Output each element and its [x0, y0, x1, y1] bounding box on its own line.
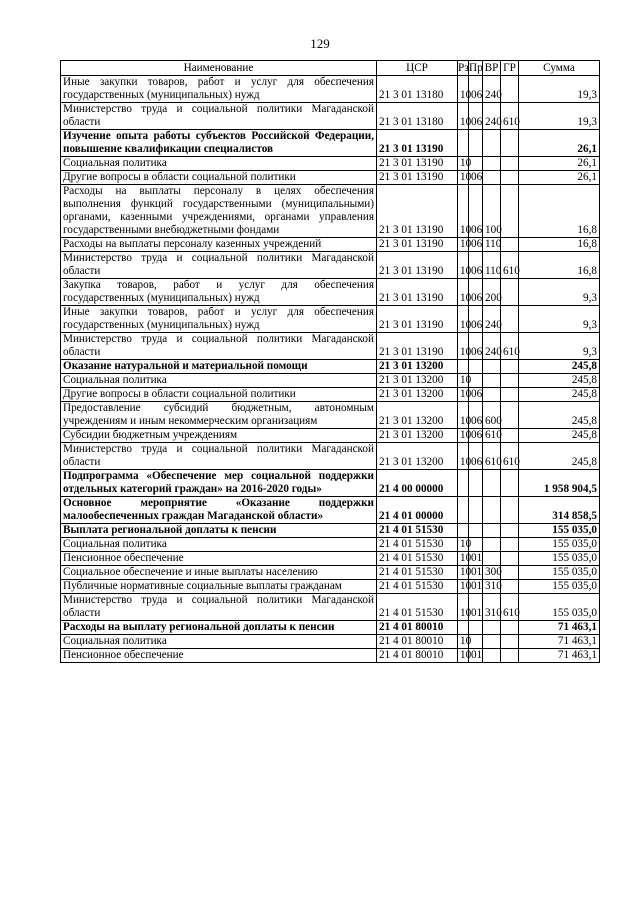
- cell-name: Иные закупки товаров, работ и услуг для обеспечения государственных (муниципальных) нужд: [61, 306, 377, 333]
- cell-rz: 10: [458, 374, 469, 388]
- cell-pr: [469, 524, 483, 538]
- cell-rz: 10: [458, 238, 469, 252]
- cell-pr: 06: [469, 402, 483, 429]
- cell-pr: 06: [469, 429, 483, 443]
- cell-csr: 21 3 01 13190: [377, 279, 458, 306]
- cell-name: Пенсионное обеспечение: [61, 552, 377, 566]
- cell-gr: [501, 649, 519, 663]
- cell-sum: 155 035,0: [519, 580, 600, 594]
- cell-gr: [501, 306, 519, 333]
- cell-csr: 21 4 01 51530: [377, 566, 458, 580]
- cell-name: Министерство труда и социальной политики Магаданской области: [61, 252, 377, 279]
- cell-rz: 10: [458, 306, 469, 333]
- cell-gr: [501, 566, 519, 580]
- cell-name: Иные закупки товаров, работ и услуг для обеспечения государственных (муниципальных) нужд: [61, 76, 377, 103]
- cell-csr: 21 3 01 13200: [377, 360, 458, 374]
- table-row: [61, 157, 600, 171]
- cell-pr: [469, 360, 483, 374]
- cell-sum: 9,3: [519, 333, 600, 360]
- table-row: [61, 185, 600, 238]
- cell-vr: 110: [483, 238, 501, 252]
- cell-gr: [501, 429, 519, 443]
- cell-pr: 06: [469, 238, 483, 252]
- table-row: [61, 443, 600, 470]
- header-pr: Пр: [469, 61, 483, 74]
- table-row: [61, 279, 600, 306]
- cell-vr: 240: [483, 76, 501, 103]
- cell-name: Пенсионное обеспечение: [61, 649, 377, 663]
- cell-sum: 245,8: [519, 402, 600, 429]
- cell-rz: 10: [458, 388, 469, 402]
- cell-csr: 21 3 01 13190: [377, 185, 458, 238]
- cell-sum: 9,3: [519, 306, 600, 333]
- cell-gr: [501, 279, 519, 306]
- cell-rz: 10: [458, 185, 469, 238]
- cell-csr: 21 3 01 13190: [377, 252, 458, 279]
- table-row: [61, 374, 600, 388]
- cell-gr: [501, 360, 519, 374]
- cell-name: Социальная политика: [61, 538, 377, 552]
- cell-vr: 200: [483, 279, 501, 306]
- page-number: 129: [310, 36, 330, 51]
- cell-rz: 10: [458, 538, 469, 552]
- cell-vr: [483, 171, 501, 185]
- cell-sum: 245,8: [519, 360, 600, 374]
- cell-pr: 06: [469, 279, 483, 306]
- cell-name: Министерство труда и социальной политики Магаданской области: [61, 103, 377, 130]
- cell-vr: [483, 157, 501, 171]
- cell-gr: 610: [501, 103, 519, 130]
- cell-name: Министерство труда и социальной политики Магаданской области: [61, 443, 377, 470]
- cell-vr: [483, 649, 501, 663]
- cell-vr: 240: [483, 103, 501, 130]
- cell-vr: [483, 470, 501, 497]
- cell-vr: [483, 388, 501, 402]
- cell-csr: 21 4 01 51530: [377, 580, 458, 594]
- cell-csr: 21 3 01 13190: [377, 333, 458, 360]
- cell-gr: [501, 538, 519, 552]
- header-vr: ВР: [483, 61, 501, 76]
- cell-pr: 06: [469, 185, 483, 238]
- cell-rz: [458, 621, 469, 635]
- cell-gr: [501, 185, 519, 238]
- table-row: [61, 171, 600, 185]
- cell-pr: 01: [469, 594, 483, 621]
- cell-pr: 06: [469, 333, 483, 360]
- cell-rz: 10: [458, 333, 469, 360]
- cell-vr: [483, 497, 501, 524]
- cell-gr: 610: [501, 594, 519, 621]
- cell-name: Оказание натуральной и материальной помощи: [61, 360, 377, 374]
- cell-name: Министерство труда и социальной политики Магаданской области: [61, 594, 377, 621]
- table-row: [61, 238, 600, 252]
- cell-rz: 10: [458, 552, 469, 566]
- cell-csr: 21 4 00 00000: [377, 470, 458, 497]
- cell-gr: [501, 402, 519, 429]
- cell-sum: 155 035,0: [519, 524, 600, 538]
- cell-name: Изучение опыта работы субъектов Российской Федерации, повышение квалификации специалистов: [61, 130, 377, 157]
- cell-pr: [469, 497, 483, 524]
- cell-gr: [501, 388, 519, 402]
- cell-gr: [501, 524, 519, 538]
- cell-name: Основное мероприятие «Оказание поддержки малообеспеченных граждан Магаданской области»: [61, 497, 377, 524]
- cell-vr: 610: [483, 429, 501, 443]
- cell-name: Социальная политика: [61, 157, 377, 171]
- cell-name: Закупка товаров, работ и услуг для обеспечения государственных (муниципальных) нужд: [61, 279, 377, 306]
- cell-csr: 21 3 01 13190: [377, 171, 458, 185]
- table-row: [61, 429, 600, 443]
- cell-name: Расходы на выплату региональной доплаты к пенсии: [61, 621, 377, 635]
- cell-sum: 71 463,1: [519, 621, 600, 635]
- cell-sum: 26,1: [519, 171, 600, 185]
- cell-sum: 245,8: [519, 374, 600, 388]
- cell-vr: [483, 538, 501, 552]
- cell-vr: 310: [483, 594, 501, 621]
- cell-rz: [458, 497, 469, 524]
- cell-gr: [501, 238, 519, 252]
- table-row: [61, 552, 600, 566]
- cell-gr: [501, 552, 519, 566]
- cell-name: Другие вопросы в области социальной политики: [61, 171, 377, 185]
- cell-gr: [501, 171, 519, 185]
- cell-pr: 06: [469, 306, 483, 333]
- cell-sum: 16,8: [519, 185, 600, 238]
- cell-csr: 21 3 01 13180: [377, 103, 458, 130]
- cell-csr: 21 3 01 13200: [377, 429, 458, 443]
- cell-pr: 06: [469, 171, 483, 185]
- cell-sum: 155 035,0: [519, 538, 600, 552]
- table-row: [61, 524, 600, 538]
- cell-sum: 16,8: [519, 238, 600, 252]
- cell-pr: 01: [469, 566, 483, 580]
- cell-rz: 10: [458, 649, 469, 663]
- cell-name: Социальное обеспечение и иные выплаты населению: [61, 566, 377, 580]
- cell-rz: 10: [458, 279, 469, 306]
- cell-vr: 110: [483, 252, 501, 279]
- cell-vr: 610: [483, 443, 501, 470]
- cell-csr: 21 3 01 13200: [377, 388, 458, 402]
- cell-pr: [469, 470, 483, 497]
- cell-name: Социальная политика: [61, 374, 377, 388]
- cell-sum: 155 035,0: [519, 594, 600, 621]
- cell-pr: 01: [469, 580, 483, 594]
- cell-rz: [458, 470, 469, 497]
- cell-gr: 610: [501, 443, 519, 470]
- cell-sum: 19,3: [519, 76, 600, 103]
- table-row: [61, 538, 600, 552]
- cell-rz: 10: [458, 157, 469, 171]
- table-row: [61, 76, 600, 103]
- cell-rz: 10: [458, 76, 469, 103]
- cell-gr: 610: [501, 252, 519, 279]
- table-row: [61, 252, 600, 279]
- table-row: [61, 566, 600, 580]
- cell-csr: 21 4 01 80010: [377, 649, 458, 663]
- cell-gr: [501, 635, 519, 649]
- cell-csr: 21 4 01 51530: [377, 524, 458, 538]
- table-row: [61, 103, 600, 130]
- cell-gr: [501, 374, 519, 388]
- table-row: [61, 649, 600, 663]
- cell-pr: [469, 130, 483, 157]
- cell-name: Предоставление субсидий бюджетным, автономным учреждениям и иным некоммерческим организациям: [61, 402, 377, 429]
- cell-pr: 06: [469, 76, 483, 103]
- cell-name: Публичные нормативные социальные выплаты гражданам: [61, 580, 377, 594]
- cell-sum: 314 858,5: [519, 497, 600, 524]
- cell-rz: 10: [458, 103, 469, 130]
- cell-vr: 300: [483, 566, 501, 580]
- cell-rz: 10: [458, 402, 469, 429]
- cell-name: Социальная политика: [61, 635, 377, 649]
- table-row: [61, 130, 600, 157]
- cell-pr: 06: [469, 103, 483, 130]
- cell-csr: 21 4 01 80010: [377, 621, 458, 635]
- cell-rz: 10: [458, 443, 469, 470]
- cell-sum: 245,8: [519, 429, 600, 443]
- cell-rz: 10: [458, 566, 469, 580]
- cell-gr: [501, 497, 519, 524]
- table-body: [61, 76, 600, 663]
- cell-rz: [458, 130, 469, 157]
- cell-csr: 21 3 01 13190: [377, 306, 458, 333]
- cell-csr: 21 4 01 51530: [377, 538, 458, 552]
- cell-csr: 21 3 01 13190: [377, 238, 458, 252]
- table-row: [61, 388, 600, 402]
- cell-sum: 245,8: [519, 443, 600, 470]
- cell-gr: [501, 621, 519, 635]
- cell-sum: 155 035,0: [519, 552, 600, 566]
- cell-sum: 1 958 904,5: [519, 470, 600, 497]
- cell-csr: 21 4 01 00000: [377, 497, 458, 524]
- table-row: [61, 635, 600, 649]
- cell-gr: [501, 130, 519, 157]
- cell-sum: 245,8: [519, 388, 600, 402]
- table-row: [61, 497, 600, 524]
- cell-rz: 10: [458, 580, 469, 594]
- cell-vr: [483, 130, 501, 157]
- cell-rz: [458, 360, 469, 374]
- cell-csr: 21 3 01 13190: [377, 130, 458, 157]
- cell-vr: 600: [483, 402, 501, 429]
- table-row: [61, 594, 600, 621]
- table-row: [61, 470, 600, 497]
- cell-rz: 10: [458, 252, 469, 279]
- header-gr: ГР: [501, 61, 519, 76]
- cell-pr: 06: [469, 252, 483, 279]
- cell-vr: 310: [483, 580, 501, 594]
- header-name: Наименование: [61, 61, 377, 76]
- cell-name: Субсидии бюджетным учреждениям: [61, 429, 377, 443]
- cell-vr: [483, 635, 501, 649]
- cell-vr: [483, 524, 501, 538]
- table-header: [61, 61, 600, 76]
- table-row: [61, 621, 600, 635]
- cell-gr: [501, 76, 519, 103]
- table-row: [61, 360, 600, 374]
- cell-vr: [483, 621, 501, 635]
- cell-vr: 240: [483, 306, 501, 333]
- cell-csr: 21 3 01 13200: [377, 374, 458, 388]
- cell-sum: 71 463,1: [519, 649, 600, 663]
- cell-csr: 21 4 01 51530: [377, 552, 458, 566]
- cell-name: Выплата региональной доплаты к пенсии: [61, 524, 377, 538]
- cell-gr: 610: [501, 333, 519, 360]
- table-row: [61, 306, 600, 333]
- cell-sum: 9,3: [519, 279, 600, 306]
- header-csr: ЦСР: [377, 61, 458, 76]
- cell-name: Министерство труда и социальной политики Магаданской области: [61, 333, 377, 360]
- cell-vr: 100: [483, 185, 501, 238]
- cell-rz: 10: [458, 635, 469, 649]
- cell-rz: 10: [458, 171, 469, 185]
- cell-gr: [501, 580, 519, 594]
- cell-sum: 16,8: [519, 252, 600, 279]
- cell-sum: 155 035,0: [519, 566, 600, 580]
- cell-csr: 21 3 01 13200: [377, 443, 458, 470]
- cell-csr: 21 4 01 80010: [377, 635, 458, 649]
- table-row: [61, 580, 600, 594]
- cell-pr: 01: [469, 552, 483, 566]
- cell-vr: [483, 374, 501, 388]
- cell-sum: 71 463,1: [519, 635, 600, 649]
- table-row: [61, 333, 600, 360]
- cell-vr: 240: [483, 333, 501, 360]
- header-sum: Сумма: [519, 61, 600, 76]
- cell-name: Подпрограмма «Обеспечение мер социальной поддержки отдельных категорий граждан» на 2016-2020 годы»: [61, 470, 377, 497]
- cell-sum: 26,1: [519, 130, 600, 157]
- header-rz: Рз: [458, 61, 469, 74]
- budget-table: [60, 60, 600, 663]
- cell-csr: 21 4 01 51530: [377, 594, 458, 621]
- table-row: [61, 402, 600, 429]
- cell-csr: 21 3 01 13200: [377, 402, 458, 429]
- cell-csr: 21 3 01 13190: [377, 157, 458, 171]
- cell-name: Расходы на выплаты персоналу казенных учреждений: [61, 238, 377, 252]
- cell-pr: 06: [469, 388, 483, 402]
- cell-vr: [483, 360, 501, 374]
- cell-pr: 01: [469, 649, 483, 663]
- cell-pr: [469, 621, 483, 635]
- cell-pr: 06: [469, 443, 483, 470]
- cell-sum: 26,1: [519, 157, 600, 171]
- cell-gr: [501, 157, 519, 171]
- cell-vr: [483, 552, 501, 566]
- cell-rz: [458, 524, 469, 538]
- cell-name: Расходы на выплаты персоналу в целях обеспечения выполнения функций государственными (муниципальными) органами, казенными учреждениями, органами управления государственными внебюджетными фондами: [61, 185, 377, 238]
- cell-sum: 19,3: [519, 103, 600, 130]
- cell-gr: [501, 470, 519, 497]
- cell-rz: 10: [458, 594, 469, 621]
- cell-name: Другие вопросы в области социальной политики: [61, 388, 377, 402]
- cell-rz: 10: [458, 429, 469, 443]
- cell-csr: 21 3 01 13180: [377, 76, 458, 103]
